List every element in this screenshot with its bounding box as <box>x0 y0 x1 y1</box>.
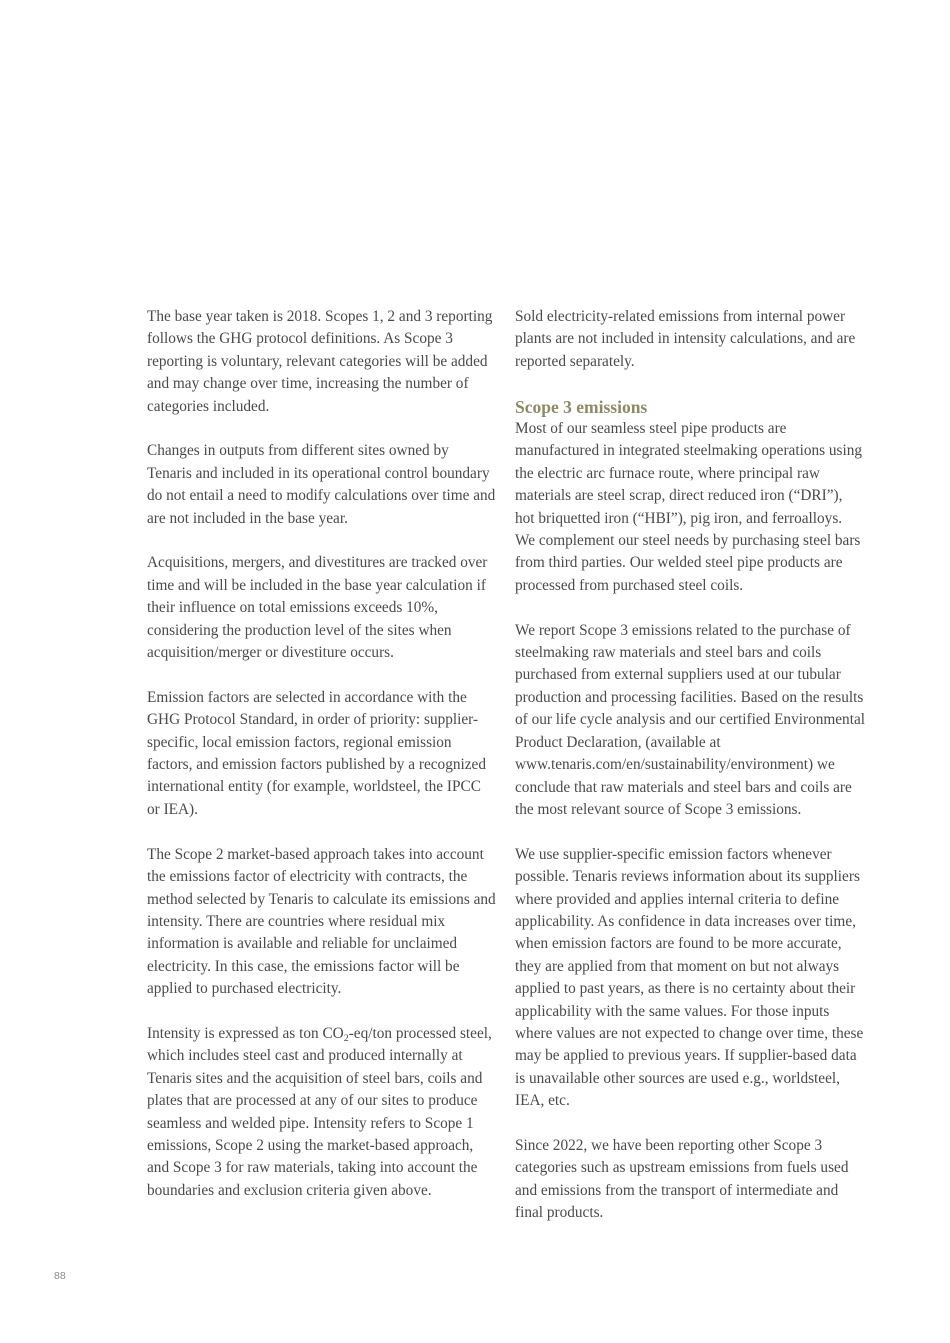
paragraph-sold-electricity: Sold electricity-related emissions from internal power plants are not included in intensity calculations, and are reported separately. <box>515 308 856 370</box>
paragraph-supplier-factors: We use supplier-specific emission factors whenever possible. Tenaris reviews information about its suppliers where provided and applies internal criteria to define applicability. As confidence in data increases over time, when emission factors are found to be more accurate, they are applied from that moment on but not always applied to past years, as there is no certainty about their applicability with the same values. For those inputs where values are not expected to change over time, these may be applied to previous years. If supplier-based data is unavailable other sources are used e.g., worldsteel, IEA, etc. <box>515 845 864 1110</box>
paragraph-seamless-products: Most of our seamless steel pipe products are manufactured in integrated steelmaking operations using the electric arc furnace route, where principal raw materials are steel scrap, direct reduced iron (“DRI”), hot briquetted iron (“HBI”), pig iron, and ferroalloys. We complement our steel needs by purchasing steel bars from third parties. Our welded steel pipe products are processed from purchased steel coils. <box>515 420 863 594</box>
paragraph-output-changes: Changes in outputs from different sites owned by Tenaris and included in its operational control boundary do not entail a need to modify calculations over time and are not included in the base year. <box>147 442 496 527</box>
section-heading-scope3: Scope 3 emissions <box>515 396 648 417</box>
page-number: 88 <box>54 1270 66 1282</box>
intensity-text-start: Intensity is expressed as ton CO <box>147 1024 344 1042</box>
paragraph-since-2022: Since 2022, we have been reporting other Scope 3 categories such as upstream emissions from fuels used and emissions from the transport of intermediate and final products. <box>515 1136 849 1222</box>
paragraph-emission-factors: Emission factors are selected in accordance with the GHG Protocol Standard, in order of priority: supplier-specific, local emission factors, regional emission factors, and emission factors published by a recognized international entity (for example, worldsteel, the IPCC or IEA). <box>147 688 486 818</box>
paragraph-scope2-market: The Scope 2 market-based approach takes into account the emissions factor of electricity with contracts, the method selected by Tenaris to calculate its emissions and intensity. There are countries where residual mix information is available and reliable for unclaimed electricity. In this case, the emissions factor will be applied to purchased electricity. <box>147 845 496 998</box>
paragraph-acquisitions: Acquisitions, mergers, and divestitures are tracked over time and will be included in the base year calculation if their influence on total emissions exceeds 10%, considering the production level of the sites when acquisition/merger or divestiture occurs. <box>147 554 488 662</box>
intensity-text-end: -eq/ton processed steel, which includes steel cast and produced internally at Tenaris sites and the acquisition of steel bars, coils and plates that are processed at any of our sites to produce seamless and welded pipe. Intensity refers to Scope 1 emissions, Scope 2 using the market-based approach, and Scope 3 for raw materials, taking into account the boundaries and exclusion criteria given above. <box>147 1024 492 1199</box>
paragraph-base-year: The base year taken is 2018. Scopes 1, 2 and 3 reporting follows the GHG protocol definitions. As Scope 3 reporting is voluntary, relevant categories will be added and may change over time, increasing the number of categories included. <box>147 308 493 415</box>
right-column <box>515 306 865 1225</box>
paragraph-scope3-reporting: We report Scope 3 emissions related to the purchase of steelmaking raw materials and steel bars and coils purchased from external suppliers used at our tubular production and processing facilities. Based on the results of our life cycle analysis and our certified Environmental Product Declaration, (available at www.tenaris.com/en/sustainability/environment) we conclude that raw materials and steel bars and coils are the most relevant source of Scope 3 emissions. <box>515 621 865 818</box>
co2-subscript: 2 <box>343 1032 349 1044</box>
left-column <box>147 306 497 1202</box>
paragraph-intensity <box>147 1023 497 1202</box>
